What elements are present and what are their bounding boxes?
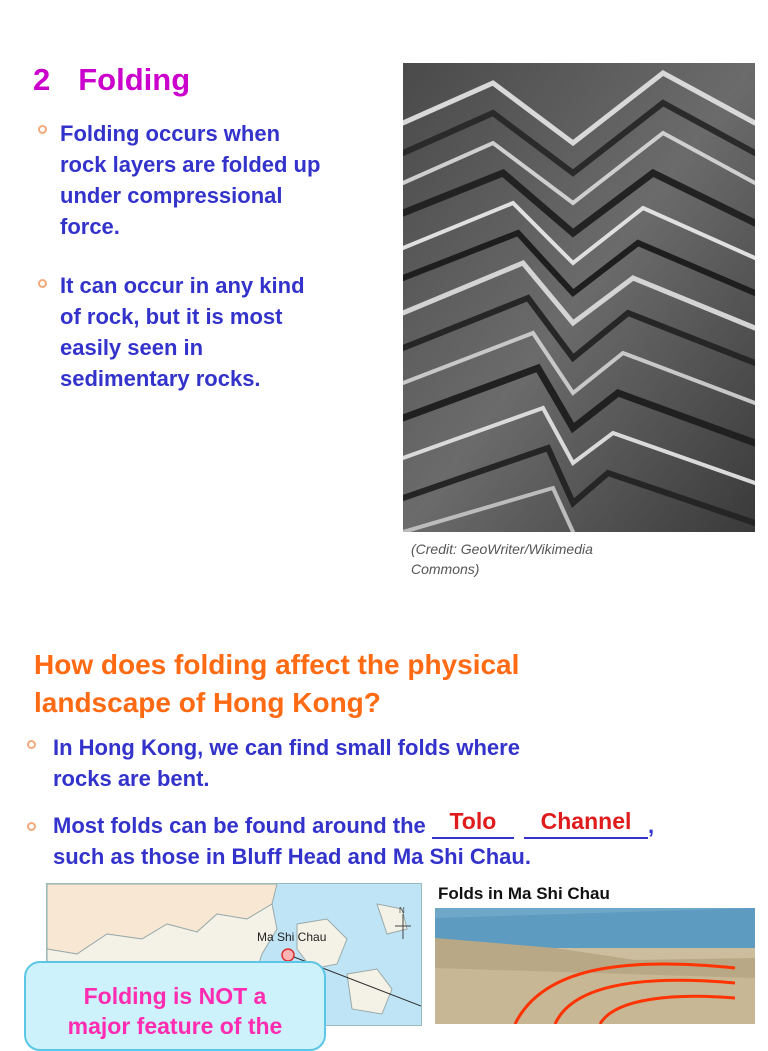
callout-line: Folding is NOT a: [83, 983, 267, 1009]
shore-illustration: [435, 908, 755, 1024]
callout-line: major feature of the: [67, 1013, 283, 1039]
bullet-text: ,: [648, 813, 655, 838]
question-line: How does folding affect the physical: [34, 649, 520, 680]
credit-line: (Credit: GeoWriter/Wikimedia: [411, 541, 593, 557]
bullet-small-folds: [53, 732, 743, 794]
callout-box: [24, 961, 326, 1051]
bullet-line: under compressional: [60, 183, 283, 208]
answer-blank-1: [432, 808, 514, 839]
question-line: landscape of Hong Kong?: [34, 687, 381, 718]
bullet-line-with-blanks: [53, 810, 753, 841]
map-label-ma-shi-chau: Ma Shi Chau: [257, 930, 327, 944]
north-arrow-icon: N: [399, 906, 405, 915]
answer-text: Channel: [540, 808, 632, 834]
bullet-icon: [27, 822, 36, 831]
bullet-tolo-channel: [53, 810, 753, 872]
section-number: 2: [33, 62, 51, 97]
answer-blank-2: [524, 808, 648, 839]
bullet-line: It can occur in any kind: [60, 273, 305, 298]
bullet-line: Folding occurs when: [60, 121, 281, 146]
bullet-line: of rock, but it is most: [60, 304, 283, 329]
bullet-line: rock layers are folded up: [60, 152, 321, 177]
bullet-folding-definition: [60, 118, 390, 242]
section-title-text: Folding: [78, 62, 191, 97]
bullet-line: In Hong Kong, we can find small folds where: [53, 735, 520, 760]
bullet-line: force.: [60, 214, 120, 239]
section-title: [33, 62, 190, 98]
ma-shi-chau-shore-photo: [435, 908, 755, 1024]
photo-credit: [411, 539, 671, 579]
folded-rock-photo: [403, 63, 755, 532]
bullet-line: rocks are bent.: [53, 766, 210, 791]
answer-text: Tolo: [449, 808, 497, 834]
folded-rock-illustration: [403, 63, 755, 532]
bullet-icon: [38, 125, 47, 134]
bullet-line: sedimentary rocks.: [60, 366, 261, 391]
bullet-icon: [38, 279, 47, 288]
bullet-line: such as those in Bluff Head and Ma Shi Chau.: [53, 844, 531, 869]
folds-caption: Folds in Ma Shi Chau: [438, 884, 610, 903]
credit-line: Commons): [411, 561, 480, 577]
bullet-line: easily seen in: [60, 335, 204, 360]
bullet-icon: [27, 740, 36, 749]
question-heading: [34, 646, 724, 722]
bullet-folding-occurrence: [60, 270, 390, 394]
bullet-text: Most folds can be found around the: [53, 813, 426, 838]
